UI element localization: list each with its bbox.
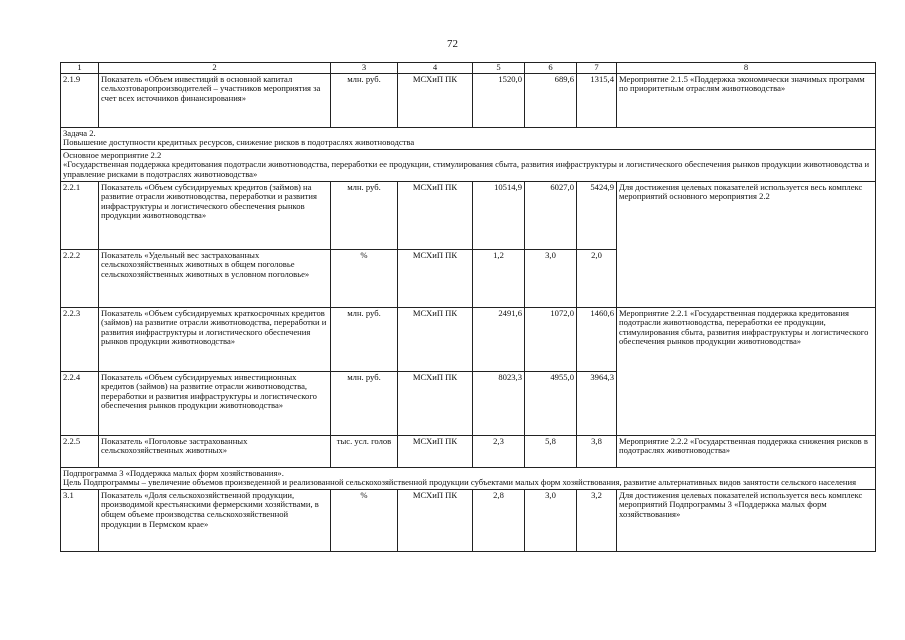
column-number: 5	[473, 63, 525, 74]
value-col7: 3,2	[577, 489, 617, 551]
unit: млн. руб.	[331, 73, 398, 127]
value-col7: 1460,6	[577, 307, 617, 371]
subprogram-section	[61, 467, 876, 489]
indicator-name: Показатель «Объем инвестиций в основной капитал сельхозтоваропроизводителей – участников мероприятия за счет всех источников финансирования»	[99, 73, 331, 127]
value-col5: 2491,6	[473, 307, 525, 371]
value-col5: 10514,9	[473, 181, 525, 249]
table-row	[61, 181, 876, 249]
subprogram-goal: Цель Подпрограммы – увеличение объемов произведенной и реализованной сельскохозяйственной продукции субъектами малых форм хозяйствования, развитие альтернативных видов занятости сельского населения	[63, 477, 857, 488]
measure-note: Мероприятие 2.1.5 «Поддержка экономически значимых программ по приоритетным отраслям животноводства»	[617, 73, 876, 127]
source: МСХиП ПК	[398, 249, 473, 307]
row-id: 2.2.3	[61, 307, 99, 371]
value-col5: 1520,0	[473, 73, 525, 127]
table-row	[61, 489, 876, 551]
measure-note: Мероприятие 2.2.1 «Государственная поддержка кредитования подотрасли животноводства, переработки ее продукции, стимулирования сбыта, развития инфраструктуры и логистического обеспечения рынков продукции животноводства»	[617, 307, 876, 435]
row-id: 2.1.9	[61, 73, 99, 127]
measure-note: Для достижения целевых показателей используется весь комплекс мероприятий основного мероприятия 2.2	[617, 181, 876, 307]
indicator-name: Показатель «Поголовье застрахованных сельскохозяйственных животных»	[99, 435, 331, 467]
row-id: 3.1	[61, 489, 99, 551]
table-row	[61, 307, 876, 371]
value-col5: 2,8	[473, 489, 525, 551]
row-id: 2.2.4	[61, 371, 99, 435]
table-row	[61, 435, 876, 467]
value-col7: 2,0	[577, 249, 617, 307]
value-col6: 5,8	[525, 435, 577, 467]
value-col6: 689,6	[525, 73, 577, 127]
source: МСХиП ПК	[398, 73, 473, 127]
indicator-name: Показатель «Удельный вес застрахованных сельскохозяйственных животных в общем поголовье сельскохозяйственных животных в условном поголовье»	[99, 249, 331, 307]
page-number: 72	[447, 38, 458, 50]
value-col6: 1072,0	[525, 307, 577, 371]
source: МСХиП ПК	[398, 371, 473, 435]
unit: %	[331, 249, 398, 307]
value-col7: 3,8	[577, 435, 617, 467]
indicator-name: Показатель «Объем субсидируемых кредитов (займов) на развитие отрасли животноводства, переработки и развития инфраструктуры и логистического обеспечения рынков продукции животноводства»	[99, 181, 331, 249]
table-row	[61, 73, 876, 127]
value-col7: 3964,3	[577, 371, 617, 435]
value-col7: 1315,4	[577, 73, 617, 127]
indicators-table	[60, 62, 876, 552]
unit: тыс. усл. голов	[331, 435, 398, 467]
source: МСХиП ПК	[398, 435, 473, 467]
row-id: 2.2.5	[61, 435, 99, 467]
column-number: 6	[525, 63, 577, 74]
section-row	[61, 467, 876, 489]
value-col5: 1,2	[473, 249, 525, 307]
source: МСХиП ПК	[398, 489, 473, 551]
unit: млн. руб.	[331, 371, 398, 435]
value-col6: 3,0	[525, 249, 577, 307]
main-event-text: «Государственная поддержка кредитования подотрасли животноводства, переработки ее продукции, стимулирования сбыта, развития инфраструктуры и логистического обеспечения рынков продукции животноводства и управление рисками в подотраслях животноводства»	[63, 159, 870, 179]
task-title: Задача 2.	[63, 127, 96, 138]
indicator-name: Показатель «Доля сельскохозяйственной продукции, производимой крестьянскими фермерскими хозяйствами, в общем объеме производства сельскохозяйственной продукции в Пермском крае»	[99, 489, 331, 551]
task-section	[61, 127, 876, 149]
measure-note: Для достижения целевых показателей используется весь комплекс мероприятий Подпрограммы 3 «Поддержка малых форм хозяйствования»	[617, 489, 876, 551]
value-col5: 8023,3	[473, 371, 525, 435]
column-number: 8	[617, 63, 876, 74]
subprogram-title: Подпрограмма 3 «Поддержка малых форм хозяйствования».	[63, 467, 284, 478]
unit: млн. руб.	[331, 181, 398, 249]
column-number: 2	[99, 63, 331, 74]
value-col6: 4955,0	[525, 371, 577, 435]
unit: %	[331, 489, 398, 551]
main-event-title: Основное мероприятие 2.2	[63, 149, 162, 160]
column-number: 3	[331, 63, 398, 74]
row-id: 2.2.1	[61, 181, 99, 249]
source: МСХиП ПК	[398, 181, 473, 249]
task-text: Повышение доступности кредитных ресурсов, снижение рисков в подотраслях животноводства	[63, 137, 415, 148]
value-col7: 5424,9	[577, 181, 617, 249]
source: МСХиП ПК	[398, 307, 473, 371]
value-col6: 6027,0	[525, 181, 577, 249]
unit: млн. руб.	[331, 307, 398, 371]
main-event-section	[61, 149, 876, 181]
column-number: 4	[398, 63, 473, 74]
row-id: 2.2.2	[61, 249, 99, 307]
column-number-row	[61, 63, 876, 74]
indicator-name: Показатель «Объем субсидируемых инвестиционных кредитов (займов) на развитие отрасли животноводства, переработки и развития инфраструктуры и логистического обеспечения рынков продукции животноводства»	[99, 371, 331, 435]
value-col6: 3,0	[525, 489, 577, 551]
column-number: 1	[61, 63, 99, 74]
measure-note: Мероприятие 2.2.2 «Государственная поддержка снижения рисков в подотраслях животноводства»	[617, 435, 876, 467]
section-row	[61, 127, 876, 149]
section-row	[61, 149, 876, 181]
column-number: 7	[577, 63, 617, 74]
value-col5: 2,3	[473, 435, 525, 467]
indicator-name: Показатель «Объем субсидируемых краткосрочных кредитов (займов) на развитие отрасли животноводства, переработки и развития инфраструктуры и логистического обеспечения рынков продукции животноводства»	[99, 307, 331, 371]
